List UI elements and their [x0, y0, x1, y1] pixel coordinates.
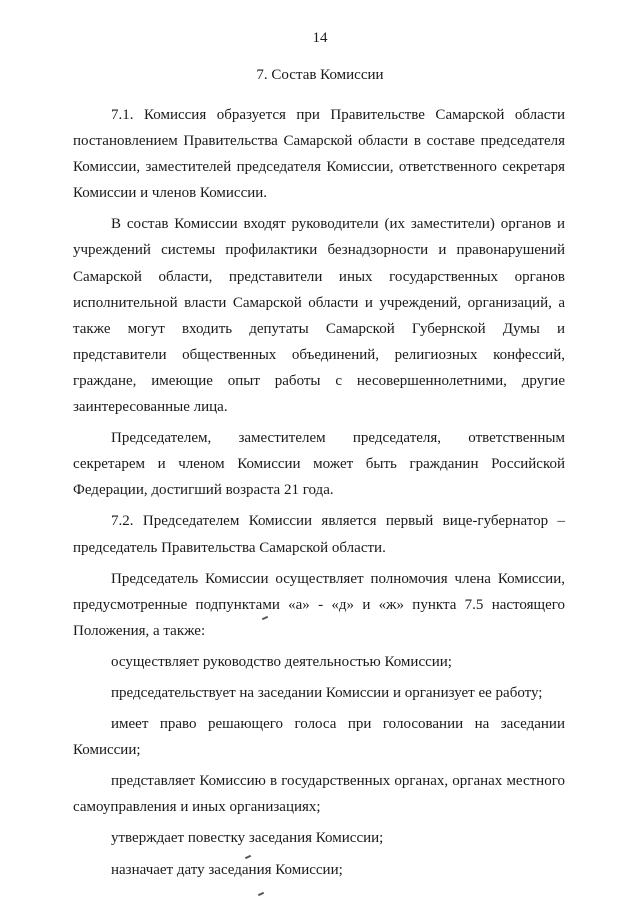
- paragraph-composition: В состав Комиссии входят руководители (их заместители) органов и учреждений системы профилактики безнадзорности и правонарушений Самарской области, представители иных государственных органов исполнительной власти Самарской области и учреждений, организаций, а также могут входить депутаты Самарской Губернской Думы и представители общественных объединений, религиозных конфессий, граждане, имеющие опыт работы с несовершеннолетними, другие заинтересованные лица.: [73, 216, 565, 416]
- document-body: [73, 102, 565, 883]
- paragraph-eligibility: Председателем, заместителем председателя, ответственным секретарем и членом Комиссии может быть гражданин Российской Федерации, достигший возраста 21 года.: [73, 430, 565, 499]
- list-item-presides: председательствует на заседании Комиссии и организует ее работу;: [111, 684, 543, 701]
- list-item-agenda: утверждает повестку заседания Комиссии;: [111, 830, 384, 847]
- list-item-vote: имеет право решающего голоса при голосовании на заседании Комиссии;: [73, 716, 565, 759]
- list-item-represents: представляет Комиссию в государственных органах, органах местного самоуправления и иных организациях;: [73, 773, 565, 816]
- section-title: 7. Состав Комиссии: [256, 67, 384, 83]
- list-item-date: назначает дату заседания Комиссии;: [111, 861, 343, 878]
- paragraph-7-2: 7.2. Председателем Комиссии является первый вице-губернатор – председатель Правительства Самарской области.: [73, 513, 565, 556]
- paragraph-chair-powers: Председатель Комиссии осуществляет полномочия члена Комиссии, предусмотренные подпунктами «а» - «д» и «ж» пункта 7.5 настоящего Положения, а также:: [73, 570, 565, 639]
- page-number: 14: [312, 30, 328, 46]
- paragraph-7-1: 7.1. Комиссия образуется при Правительстве Самарской области постановлением Правительства Самарской области в составе председателя Комиссии, заместителей председателя Комиссии, ответственного секретаря Комиссии и членов Комиссии.: [73, 107, 565, 202]
- scan-speck: [258, 892, 264, 896]
- list-item-leadership: осуществляет руководство деятельностью Комиссии;: [111, 653, 452, 670]
